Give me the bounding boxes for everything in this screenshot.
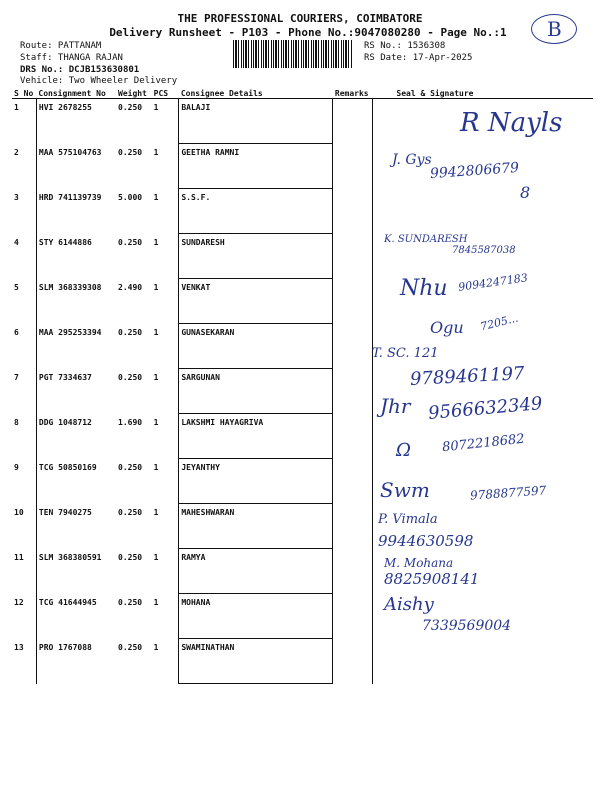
barcode-graphic bbox=[233, 40, 353, 68]
row-consignee: BALAJI bbox=[179, 99, 333, 144]
row-sno: 7 bbox=[14, 372, 19, 382]
handwritten-name-row-12: M. Mohana bbox=[384, 556, 454, 570]
row-pcs: 1 bbox=[153, 642, 159, 652]
handwritten-name-row-4: K. SUNDARESH bbox=[384, 234, 468, 245]
row-remarks bbox=[333, 414, 373, 459]
handwritten-phone-row-12: 8825908141 bbox=[384, 570, 480, 588]
row-remarks bbox=[333, 594, 373, 639]
row-sno: 10 bbox=[14, 507, 24, 517]
row-consignee: SARGUNAN bbox=[179, 369, 333, 414]
row-weight: 1.690 bbox=[118, 417, 143, 427]
row-remarks bbox=[333, 189, 373, 234]
row-weight: 0.250 bbox=[118, 462, 143, 472]
row-weight: 0.250 bbox=[118, 552, 143, 562]
row-remarks bbox=[333, 234, 373, 279]
row-remarks bbox=[333, 639, 373, 684]
row-consignment-no: TCG 50850169 bbox=[36, 459, 116, 504]
signature-row-3: 8 bbox=[520, 183, 531, 202]
row-consignment-no: MAA 295253394 bbox=[36, 324, 116, 369]
handwritten-name-row-11: P. Vimala bbox=[378, 512, 438, 527]
drs-number: DRS No.: DCJB153630801 bbox=[20, 65, 140, 75]
col-sno: S No bbox=[12, 88, 36, 99]
row-weight: 0.250 bbox=[118, 103, 143, 112]
row-weight: 0.250 bbox=[118, 597, 143, 607]
row-pcs: 1 bbox=[153, 327, 159, 337]
signature-row-10: Swm bbox=[380, 478, 430, 502]
row-consignee: VENKAT bbox=[179, 279, 333, 324]
row-sno: 5 bbox=[14, 282, 19, 292]
row-consignee: LAKSHMI HAYAGRIVA bbox=[179, 414, 333, 459]
row-consignment-no: PGT 7334637 bbox=[36, 369, 116, 414]
row-remarks bbox=[333, 99, 373, 144]
signature-row-8: Jhr bbox=[380, 394, 411, 418]
row-consignee: JEYANTHY bbox=[179, 459, 333, 504]
col-consignment-no: Consignment No bbox=[36, 88, 116, 99]
handwritten-phone-row-11: 9944630598 bbox=[378, 532, 474, 550]
col-seal-signature: Seal & Signature bbox=[372, 88, 593, 99]
handwritten-phone-row-13: 7339569004 bbox=[422, 618, 512, 634]
row-pcs: 1 bbox=[153, 507, 159, 517]
signature-row-9: Ω bbox=[396, 440, 411, 461]
row-weight: 0.250 bbox=[118, 642, 143, 652]
table-header-row bbox=[12, 88, 593, 99]
row-pcs: 1 bbox=[153, 103, 159, 112]
row-consignment-no: STY 6144886 bbox=[36, 234, 116, 279]
row-remarks bbox=[333, 549, 373, 594]
row-weight: 0.250 bbox=[118, 372, 143, 382]
route-label: Route: PATTANAM bbox=[20, 41, 102, 51]
col-weight: Weight bbox=[116, 88, 152, 99]
row-consignment-no: MAA 575104763 bbox=[36, 144, 116, 189]
row-consignee: SWAMINATHAN bbox=[179, 639, 333, 684]
col-pcs: PCS bbox=[152, 88, 179, 99]
row-consignment-no: SLM 368339308 bbox=[36, 279, 116, 324]
row-consignment-no: DDG 1048712 bbox=[36, 414, 116, 459]
page-mark-letter: B bbox=[547, 17, 562, 41]
handwritten-phone-row-9: 8072218682 bbox=[441, 431, 526, 456]
row-sno: 1 bbox=[14, 103, 19, 112]
row-weight: 0.250 bbox=[118, 237, 143, 247]
table-row bbox=[12, 324, 593, 369]
table-row bbox=[12, 504, 593, 549]
row-remarks bbox=[333, 459, 373, 504]
table-row bbox=[12, 549, 593, 594]
rs-date: RS Date: 17-Apr-2025 bbox=[364, 53, 473, 63]
row-pcs: 1 bbox=[153, 192, 159, 202]
signature-row-5: Nhu bbox=[400, 276, 448, 301]
row-pcs: 1 bbox=[153, 552, 159, 562]
signature-row-1: R Nayls bbox=[460, 108, 563, 138]
handwritten-name-row-2: J. Gys bbox=[392, 152, 432, 168]
table-row bbox=[12, 189, 593, 234]
signature-row-6: Ogu bbox=[430, 318, 464, 337]
row-weight: 2.490 bbox=[118, 282, 143, 292]
company-title: THE PROFESSIONAL COURIERS, COIMBATORE bbox=[177, 12, 423, 25]
row-consignee: MOHANA bbox=[179, 594, 333, 639]
staff-label: Staff: THANGA RAJAN bbox=[20, 53, 123, 63]
row-remarks bbox=[333, 279, 373, 324]
handwritten-phone-row-4: 7845587038 bbox=[452, 245, 516, 256]
row-consignment-no: HVI 2678255 bbox=[36, 99, 116, 144]
row-consignment-no: PRO 1767088 bbox=[36, 639, 116, 684]
row-consignee: SUNDARESH bbox=[179, 234, 333, 279]
row-consignee: S.S.F. bbox=[179, 189, 333, 234]
handwritten-phone-row-6: 7205... bbox=[478, 311, 520, 334]
row-sno: 4 bbox=[14, 237, 19, 247]
row-pcs: 1 bbox=[153, 147, 159, 157]
rs-number: RS No.: 1536308 bbox=[364, 41, 446, 51]
row-signature bbox=[372, 639, 593, 684]
row-pcs: 1 bbox=[153, 417, 159, 427]
handwritten-phone-row-2: 9942806679 bbox=[429, 159, 520, 183]
row-sno: 2 bbox=[14, 147, 19, 157]
page-mark-circle bbox=[531, 14, 577, 44]
row-weight: 0.250 bbox=[118, 147, 143, 157]
row-sno: 8 bbox=[14, 417, 19, 427]
row-weight: 0.250 bbox=[118, 507, 143, 517]
row-sno: 6 bbox=[14, 327, 19, 337]
col-consignee: Consignee Details bbox=[179, 88, 333, 99]
row-sno: 9 bbox=[14, 462, 19, 472]
col-remarks: Remarks bbox=[333, 88, 373, 99]
handwritten-phone-row-7: 9789461197 bbox=[409, 363, 526, 390]
runsheet-subtitle: Delivery Runsheet - P103 - Phone No.:9047080280 - Page No.:1 bbox=[109, 26, 507, 39]
handwritten-name-row-7: T. SC. 121 bbox=[372, 346, 439, 361]
runsheet-table bbox=[12, 88, 593, 684]
row-consignee: MAHESHWARAN bbox=[179, 504, 333, 549]
signature-row-13: Aishy bbox=[384, 594, 434, 615]
row-sno: 3 bbox=[14, 192, 19, 202]
row-pcs: 1 bbox=[153, 237, 159, 247]
row-signature bbox=[372, 189, 593, 234]
row-remarks bbox=[333, 324, 373, 369]
handwritten-phone-row-5: 9094247183 bbox=[457, 271, 529, 294]
row-consignee: GUNASEKARAN bbox=[179, 324, 333, 369]
row-pcs: 1 bbox=[153, 462, 159, 472]
row-consignee: RAMYA bbox=[179, 549, 333, 594]
handwritten-phone-row-8: 9566632349 bbox=[427, 393, 544, 424]
row-sno: 13 bbox=[14, 642, 24, 652]
row-weight: 0.250 bbox=[118, 327, 143, 337]
row-consignment-no: HRD 741139739 bbox=[36, 189, 116, 234]
table-row bbox=[12, 234, 593, 279]
row-sno: 12 bbox=[14, 597, 24, 607]
row-consignment-no: SLM 368380591 bbox=[36, 549, 116, 594]
row-remarks bbox=[333, 504, 373, 549]
row-consignee: GEETHA RAMNI bbox=[179, 144, 333, 189]
row-remarks bbox=[333, 144, 373, 189]
row-pcs: 1 bbox=[153, 597, 159, 607]
row-weight: 5.000 bbox=[118, 192, 143, 202]
row-consignment-no: TEN 7940275 bbox=[36, 504, 116, 549]
handwritten-phone-row-10: 9788877597 bbox=[469, 483, 547, 503]
row-pcs: 1 bbox=[153, 282, 159, 292]
table-row bbox=[12, 639, 593, 684]
row-pcs: 1 bbox=[153, 372, 159, 382]
row-consignment-no: TCG 41644945 bbox=[36, 594, 116, 639]
row-sno: 11 bbox=[14, 552, 24, 562]
vehicle-label: Vehicle: Two Wheeler Delivery bbox=[20, 76, 178, 86]
row-remarks bbox=[333, 369, 373, 414]
